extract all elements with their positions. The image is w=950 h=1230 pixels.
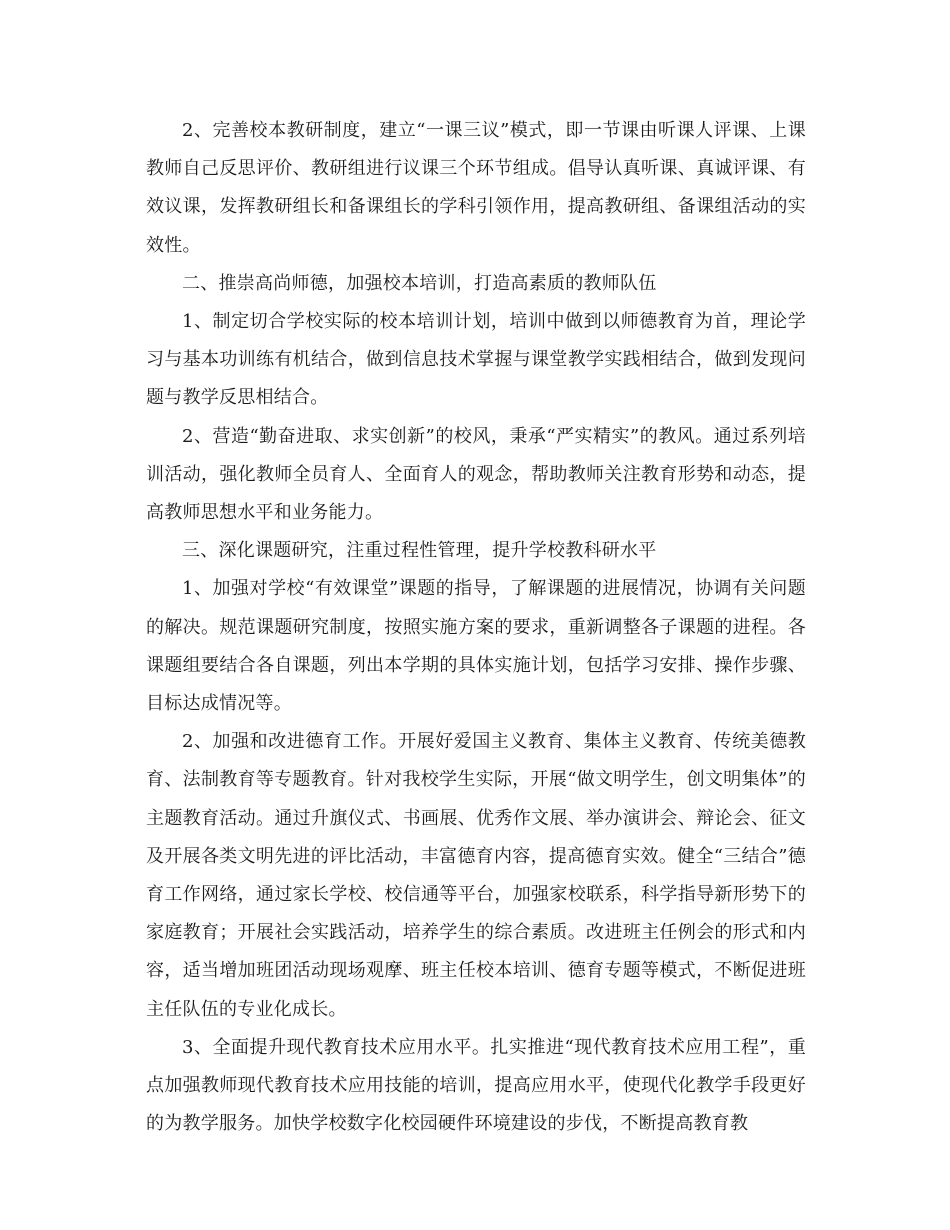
- paragraph-training-plan: 1、制定切合学校实际的校本培训计划，培训中做到以师德教育为首，理论学习与基本功训练有机结合，做到信息技术掌握与课堂教学实践相结合，做到发现问题与教学反思相结合。: [146, 311, 806, 409]
- document-body: [146, 112, 806, 1143]
- section-heading-research: 三、深化课题研究，注重过程性管理，提升学校教科研水平: [182, 540, 657, 562]
- paragraph-teaching-research-system: 2、完善校本教研制度，建立“一课三议”模式，即一节课由听课人评课、上课教师自己反思评价、教研组进行议课三个环节组成。倡导认真听课、真诚评课、有效议课，发挥教研组长和备课组长的学科引领作用，提高教研组、备课组活动的实效性。: [146, 120, 806, 256]
- paragraph-effective-classroom: 1、加强对学校“有效课堂”课题的指导，了解课题的进展情况，协调有关问题的解决。规范课题研究制度，按照实施方案的要求，重新调整各子课题的进程。各课题组要结合各自课题，列出本学期的具体实施计划，包括学习安排、操作步骤、目标达成情况等。: [146, 578, 806, 715]
- section-heading-teacher-ethics: 二、推崇高尚师德，加强校本培训，打造高素质的教师队伍: [182, 272, 657, 294]
- paragraph-moral-education: 2、加强和改进德育工作。开展好爱国主义教育、集体主义教育、传统美德教育、法制教育等专题教育。针对我校学生实际，开展“做文明学生，创文明集体”的主题教育活动。通过升旗仪式、书画展、优秀作文展、举办演讲会、辩论会、征文及开展各类文明先进的评比活动，丰富德育内容，提高德育实效。健全“三结合”德育工作网络，通过家长学校、校信通等平台，加强家校联系，科学指导新形势下的家庭教育；开展社会实践活动，培养学生的综合素质。改进班主任例会的形式和内容，适当增加班团活动现场观摩、班主任校本培训、德育专题等模式，不断促进班主任队伍的专业化成长。: [146, 731, 806, 1020]
- paragraph-school-spirit: 2、营造“勤奋进取、求实创新”的校风，秉承“严实精实”的教风。通过系列培训活动，强化教师全员育人、全面育人的观念，帮助教师关注教育形势和动态，提高教师思想水平和业务能力。: [146, 425, 806, 524]
- paragraph-education-technology: 3、全面提升现代教育技术应用水平。扎实推进“现代教育技术应用工程”，重点加强教师现代教育技术应用技能的培训，提高应用水平，使现代化教学手段更好的为教学服务。加快学校数字化校园硬件环境建设的步伐，不断提高教育教: [146, 1036, 806, 1135]
